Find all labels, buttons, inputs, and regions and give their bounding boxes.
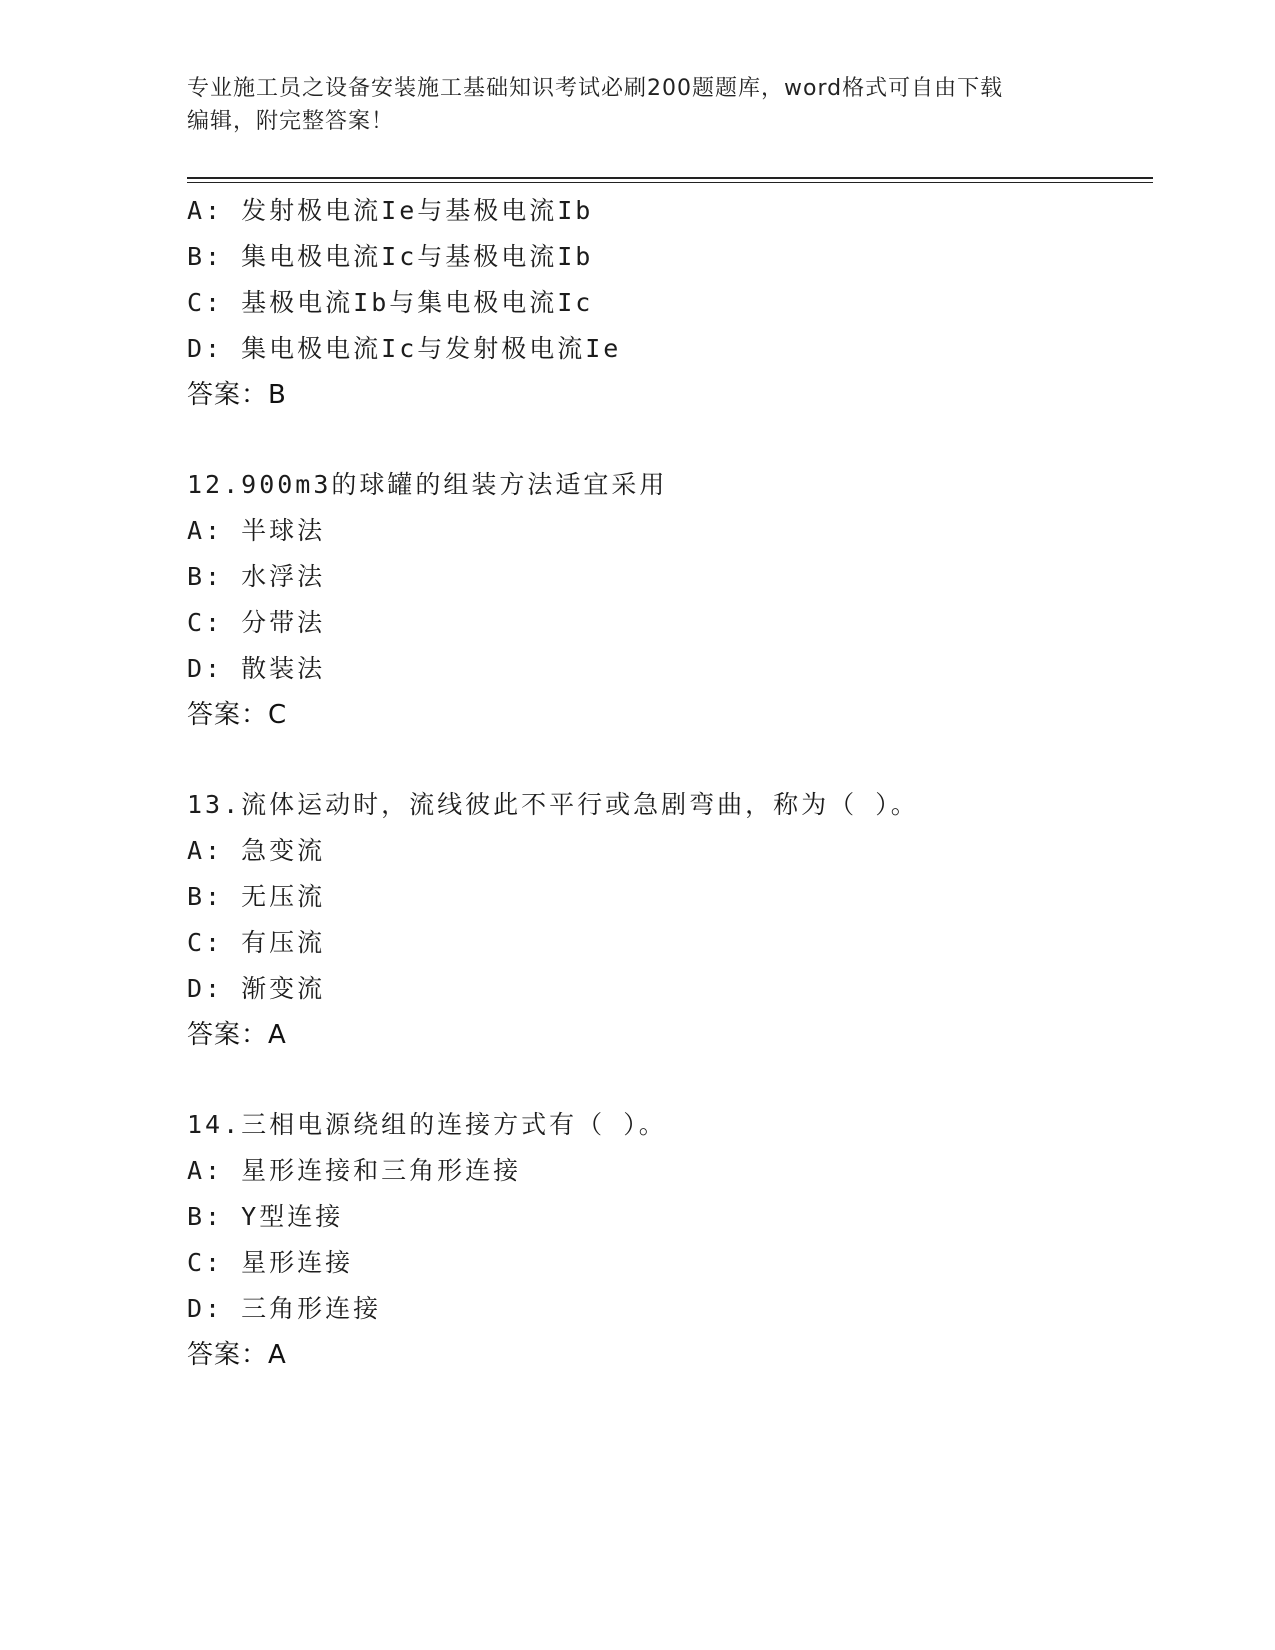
option-d: D: 散装法: [187, 654, 326, 683]
option-a: A: 发射极电流Ie与基极电流Ib: [187, 196, 594, 225]
header-line-2: 编辑，附完整答案！: [187, 109, 395, 134]
question-text: 13.流体运动时，流线彼此不平行或急剧弯曲，称为（ ）。: [187, 790, 919, 819]
option-a: A: 急变流: [187, 836, 326, 865]
option-d: D: 集电极电流Ic与发射极电流Ie: [187, 334, 622, 363]
document-header: [187, 72, 1067, 138]
option-b: B: 水浮法: [187, 562, 326, 591]
option-c: C: 星形连接: [187, 1248, 354, 1277]
option-b: B: 无压流: [187, 882, 326, 911]
option-c: C: 基极电流Ib与集电极电流Ic: [187, 288, 594, 317]
option-c: C: 分带法: [187, 608, 326, 637]
question-text: 14.三相电源绕组的连接方式有（ ）。: [187, 1110, 667, 1139]
question-block-13: [187, 782, 1153, 1058]
option-a: A: 星形连接和三角形连接: [187, 1156, 522, 1185]
answer-line: 答案：C: [187, 700, 288, 730]
header-line-1: 专业施工员之设备安装施工基础知识考试必刷200题题库，word格式可自由下载: [187, 76, 1004, 101]
header-divider-thin: [187, 182, 1153, 183]
question-text: 12.900m3的球罐的组装方法适宜采用: [187, 470, 668, 499]
question-list: [187, 188, 1153, 1422]
option-b: B: 集电极电流Ic与基极电流Ib: [187, 242, 594, 271]
option-b: B: Y型连接: [187, 1202, 344, 1231]
question-block-14: [187, 1102, 1153, 1378]
option-d: D: 三角形连接: [187, 1294, 382, 1323]
answer-line: 答案：B: [187, 380, 287, 410]
header-divider-thick: [187, 177, 1153, 179]
answer-line: 答案：A: [187, 1340, 287, 1370]
option-c: C: 有压流: [187, 928, 326, 957]
option-d: D: 渐变流: [187, 974, 326, 1003]
question-block-11: [187, 188, 1153, 418]
question-block-12: [187, 462, 1153, 738]
answer-line: 答案：A: [187, 1020, 287, 1050]
option-a: A: 半球法: [187, 516, 326, 545]
